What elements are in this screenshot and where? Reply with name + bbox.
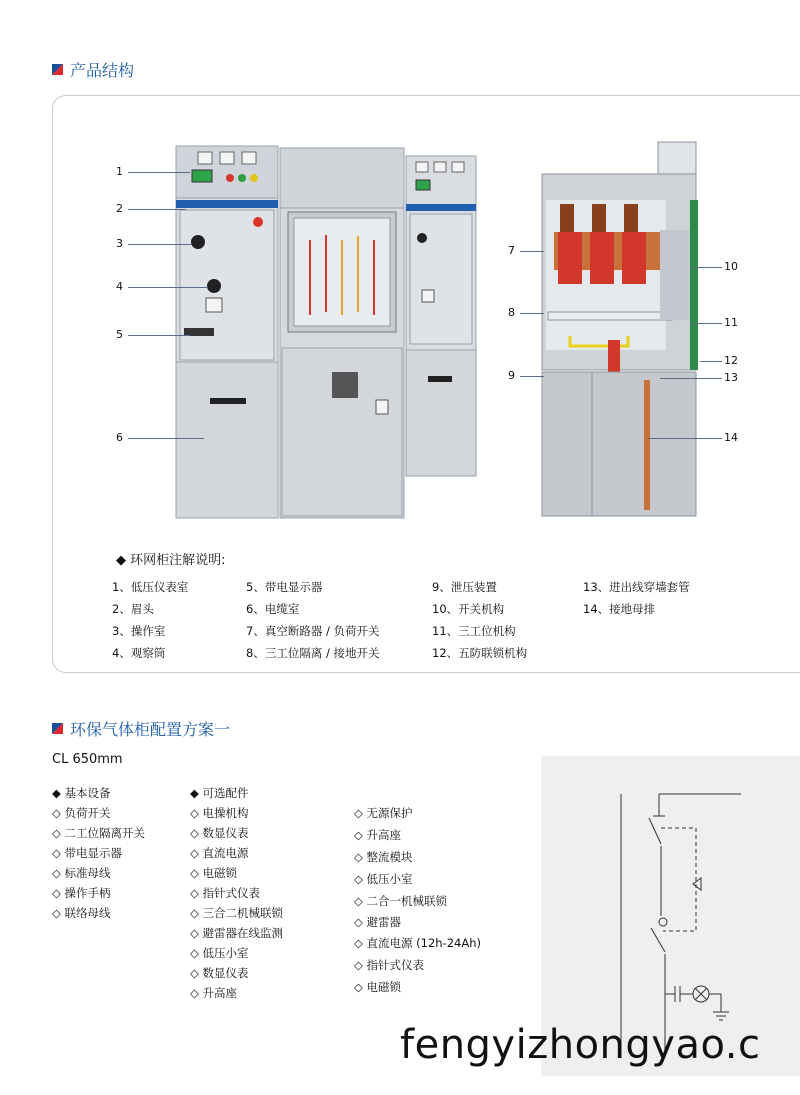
watermark-text: fengyizhongyao.c <box>400 1022 761 1068</box>
legend-item: 14、接地母排 <box>583 602 656 616</box>
basic-item: ◇ 联络母线 <box>52 906 111 920</box>
cabinet-cross-section <box>540 140 715 520</box>
callout-7: 7 <box>508 244 515 257</box>
callout-2: 2 <box>116 202 123 215</box>
optional-heading: ◆ 可选配件 <box>190 786 249 800</box>
legend-item: 9、泄压装置 <box>432 580 497 594</box>
legend-item: 8、三工位隔离 / 接地开关 <box>246 646 380 660</box>
optional-item: ◇ 避雷器在线监测 <box>190 926 283 940</box>
callout-line-4 <box>128 287 208 288</box>
legend-item: 1、低压仪表室 <box>112 580 189 594</box>
callout-line-11 <box>690 323 722 324</box>
optional-item: ◇ 低压小室 <box>190 946 249 960</box>
optional-item: ◇ 电操机构 <box>190 806 249 820</box>
callout-8: 8 <box>508 306 515 319</box>
section-title-structure <box>52 58 134 81</box>
section-title-text: 产品结构 <box>70 61 135 80</box>
optional-item: ◇ 数显仪表 <box>190 826 249 840</box>
optional-item: ◇ 整流模块 <box>354 850 413 864</box>
callout-5: 5 <box>116 328 123 341</box>
legend-item: 5、带电显示器 <box>246 580 323 594</box>
legend-heading: ◆ 环网柜注解说明: <box>116 553 226 568</box>
callout-line-10 <box>690 267 722 268</box>
callout-line-12 <box>700 361 722 362</box>
optional-item: ◇ 数显仪表 <box>190 966 249 980</box>
optional-item: ◇ 三合二机械联锁 <box>190 906 283 920</box>
callout-line-7 <box>520 251 544 252</box>
callout-line-2 <box>128 209 186 210</box>
callout-line-6 <box>128 438 204 439</box>
legend-item: 13、进出线穿墙套管 <box>583 580 690 594</box>
callout-line-1 <box>128 172 190 173</box>
callout-line-9 <box>520 376 544 377</box>
callout-9: 9 <box>508 369 515 382</box>
optional-item: ◇ 指针式仪表 <box>190 886 260 900</box>
optional-item: ◇ 直流电源 (12h-24Ah) <box>354 936 481 950</box>
basic-item: ◇ 标准母线 <box>52 866 111 880</box>
legend-item: 10、开关机构 <box>432 602 505 616</box>
section-title-text: 环保气体柜配置方案一 <box>70 720 231 739</box>
legend-item: 2、眉头 <box>112 602 154 616</box>
legend-item: 6、电缆室 <box>246 602 300 616</box>
callout-line-5 <box>128 335 190 336</box>
optional-item: ◇ 二合一机械联锁 <box>354 894 447 908</box>
callout-13: 13 <box>724 371 738 384</box>
section-flag-icon <box>52 64 63 75</box>
section-flag-icon <box>52 723 63 734</box>
legend-item: 11、三工位机构 <box>432 624 516 638</box>
callout-line-8 <box>520 313 544 314</box>
optional-item: ◇ 电磁锁 <box>190 866 237 880</box>
callout-line-14 <box>648 438 722 439</box>
callout-3: 3 <box>116 237 123 250</box>
optional-item: ◇ 电磁锁 <box>354 980 401 994</box>
legend-item: 4、观察筒 <box>112 646 166 660</box>
basic-item: ◇ 带电显示器 <box>52 846 122 860</box>
optional-item: ◇ 升高座 <box>354 828 401 842</box>
legend-item: 7、真空断路器 / 负荷开关 <box>246 624 380 638</box>
basic-item: ◇ 负荷开关 <box>52 806 111 820</box>
callout-12: 12 <box>724 354 738 367</box>
basic-heading: ◆ 基本设备 <box>52 786 111 800</box>
callout-1: 1 <box>116 165 123 178</box>
legend-item: 3、操作室 <box>112 624 166 638</box>
callout-4: 4 <box>116 280 123 293</box>
optional-item: ◇ 升高座 <box>190 986 237 1000</box>
callout-line-3 <box>128 244 192 245</box>
callout-14: 14 <box>724 431 738 444</box>
optional-item: ◇ 指针式仪表 <box>354 958 424 972</box>
optional-item: ◇ 低压小室 <box>354 872 413 886</box>
ring-main-unit-illustration <box>170 140 490 525</box>
basic-item: ◇ 操作手柄 <box>52 886 111 900</box>
callout-line-13 <box>660 378 722 379</box>
basic-item: ◇ 二工位隔离开关 <box>52 826 145 840</box>
optional-item: ◇ 无源保护 <box>354 806 413 820</box>
callout-11: 11 <box>724 316 738 329</box>
cabinet-width-label: CL 650mm <box>52 752 123 767</box>
callout-6: 6 <box>116 431 123 444</box>
callout-10: 10 <box>724 260 738 273</box>
optional-item: ◇ 避雷器 <box>354 915 401 929</box>
optional-item: ◇ 直流电源 <box>190 846 249 860</box>
legend-item: 12、五防联锁机构 <box>432 646 528 660</box>
section-title-config <box>52 717 230 740</box>
